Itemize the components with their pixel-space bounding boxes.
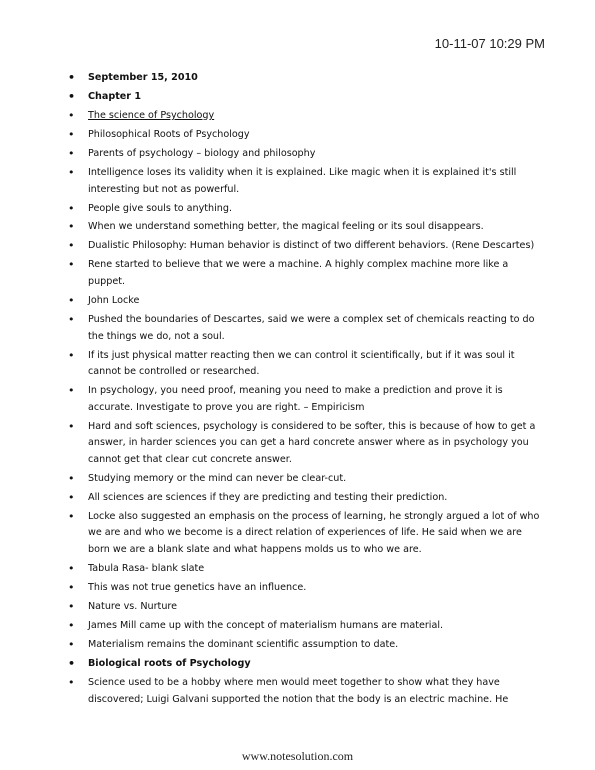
list-item	[68, 599, 546, 616]
list-item	[68, 293, 546, 310]
list-item	[68, 471, 546, 488]
list-item	[68, 127, 546, 144]
footer-website: www.notesolution.com	[241, 749, 354, 763]
list-item-text: Rene started to believe that we were a machine. A highly complex machine more like a puppet.	[88, 259, 509, 288]
list-item	[68, 675, 546, 708]
list-item-text: Pushed the boundaries of Descartes, said we were a complex set of chemicals reacting to do the things we do, not a soul.	[88, 314, 535, 342]
list-item-text: Parents of psychology – biology and philosophy	[88, 147, 316, 159]
list-item-text: James Mill came up with the concept of materialism humans are material.	[88, 620, 444, 632]
list-item-text: September 15, 2010	[88, 72, 198, 83]
list-item-text: In psychology, you need proof, meaning you need to make a prediction and prove it is accurate. Investigate to prove you are right. – Empiricism	[88, 385, 503, 413]
list-item-text: Philosophical Roots of Psychology	[88, 128, 250, 140]
list-item	[68, 108, 546, 125]
list-item-text: Dualistic Philosophy: Human behavior is distinct of two different behaviors. (Rene Descartes)	[88, 240, 535, 252]
list-item-text: Intelligence loses its validity when it is explained. Like magic when it is explained it's still interesting but not as powerful.	[88, 166, 517, 195]
list-item	[68, 618, 546, 635]
list-item-text: Nature vs. Nurture	[88, 601, 178, 613]
list-item-text: Locke also suggested an emphasis on the process of learning, he strongly argued a lot of who we are and who we become is a direct relation of experiences of life. He said when we are born we are a blank slate and what happens molds us to who we are.	[88, 510, 540, 556]
list-item-text: Studying memory or the mind can never be clear-cut.	[88, 472, 347, 484]
list-item-text: People give souls to anything.	[88, 202, 233, 214]
list-item	[68, 561, 546, 578]
list-item	[68, 257, 546, 290]
list-item	[68, 383, 546, 416]
list-item	[68, 348, 546, 381]
list-item-text: If its just physical matter reacting then we can control it scientifically, but if it was soul it cannot be controlled or researched.	[88, 349, 515, 378]
list-item	[68, 70, 546, 87]
timestamp: 10-11-07 10:29 PM	[434, 36, 545, 51]
list-item-text: All sciences are sciences if they are predicting and testing their prediction.	[88, 491, 448, 503]
list-item-text: John Locke	[88, 295, 140, 307]
list-item	[68, 419, 546, 469]
list-item	[68, 146, 546, 163]
list-item-text: Chapter 1	[88, 90, 142, 102]
list-item	[68, 165, 546, 198]
list-item	[68, 238, 546, 255]
list-item	[68, 201, 546, 218]
list-item	[68, 219, 546, 236]
list-item	[68, 580, 546, 597]
list-item-text: Tabula Rasa- blank slate	[88, 563, 205, 575]
list-item-text: When we understand something better, the magical feeling or its soul disappears.	[88, 221, 484, 233]
list-item-text: Science used to be a hobby where men would meet together to show what they have discovered; Luigi Galvani supported the notion that the body is an electric machine. He	[88, 676, 509, 705]
list-item	[68, 509, 546, 559]
list-item	[68, 656, 546, 673]
list-item	[68, 490, 546, 507]
list-item	[68, 89, 546, 106]
list-item	[68, 312, 546, 345]
list-item-text: This was not true genetics have an influence.	[88, 582, 307, 594]
list-item-text: Hard and soft sciences, psychology is considered to be softer, this is because of how to get a answer, in harder sciences you can get a hard concrete answer where as in psychology you cannot get that clear cut concrete answer.	[88, 420, 536, 465]
list-item-text: Materialism remains the dominant scientific assumption to date.	[88, 639, 399, 650]
list-item	[68, 637, 546, 654]
list-item-text: The science of Psychology	[88, 109, 215, 121]
notes-list	[68, 70, 546, 711]
list-item-text: Biological roots of Psychology	[88, 657, 251, 669]
